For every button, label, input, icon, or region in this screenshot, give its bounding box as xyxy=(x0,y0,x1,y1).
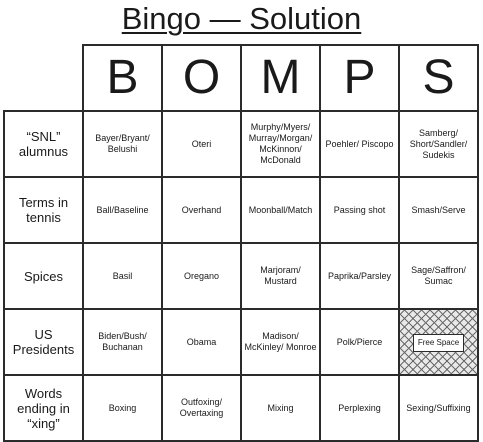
header-row xyxy=(4,45,478,111)
answer-cell: Passing shot xyxy=(320,177,399,243)
letter: O xyxy=(182,51,221,104)
row-terms-in-tennis xyxy=(4,177,478,243)
answer-cell: Sexing/Suffixing xyxy=(399,375,478,441)
answer-cell: Samberg/ Short/Sandler/ Sudekis xyxy=(399,111,478,177)
answer-cell: Smash/Serve xyxy=(399,177,478,243)
row-label: Words ending in “xing” xyxy=(4,375,83,441)
row-label: Spices xyxy=(4,243,83,309)
answer-cell: Murphy/Myers/ Murray/Morgan/ McKinnon/ McDonald xyxy=(241,111,320,177)
answer-cell: Poehler/ Piscopo xyxy=(320,111,399,177)
answer-cell: Boxing xyxy=(83,375,162,441)
letter: M xyxy=(260,51,301,104)
letter: S xyxy=(422,51,455,104)
answer-cell: Polk/Pierce xyxy=(320,309,399,375)
answer-cell: Basil xyxy=(83,243,162,309)
answer-cell: Bayer/Bryant/ Belushi xyxy=(83,111,162,177)
answer-cell: Overhand xyxy=(162,177,241,243)
answer-cell: Mixing xyxy=(241,375,320,441)
letter: B xyxy=(106,51,139,104)
letter: P xyxy=(343,51,376,104)
bingo-grid xyxy=(3,44,479,442)
column-letter-p xyxy=(320,45,399,111)
answer-cell: Paprika/Parsley xyxy=(320,243,399,309)
answer-cell: Ball/Baseline xyxy=(83,177,162,243)
column-letter-m xyxy=(241,45,320,111)
row-label: US Presidents xyxy=(4,309,83,375)
column-letter-o xyxy=(162,45,241,111)
row-us-presidents xyxy=(4,309,478,375)
page-title: Bingo — Solution xyxy=(121,1,362,36)
answer-cell: Biden/Bush/ Buchanan xyxy=(83,309,162,375)
free-space-label: Free Space xyxy=(413,334,464,352)
answer-cell: Sage/Saffron/ Sumac xyxy=(399,243,478,309)
answer-cell: Marjoram/ Mustard xyxy=(241,243,320,309)
answer-cell: Madison/ McKinley/ Monroe xyxy=(241,309,320,375)
row-label: Terms in tennis xyxy=(4,177,83,243)
row-snl-alumnus xyxy=(4,111,478,177)
column-letter-b xyxy=(83,45,162,111)
row-words-ending-in-xing xyxy=(4,375,478,441)
free-space-cell xyxy=(399,309,478,375)
corner-cell xyxy=(4,45,83,111)
answer-cell: Outfoxing/ Overtaxing xyxy=(162,375,241,441)
answer-cell: Moonball/Match xyxy=(241,177,320,243)
answer-cell: Oteri xyxy=(162,111,241,177)
row-label: “SNL” alumnus xyxy=(4,111,83,177)
answer-cell: Obama xyxy=(162,309,241,375)
answer-cell: Perplexing xyxy=(320,375,399,441)
answer-cell: Oregano xyxy=(162,243,241,309)
column-letter-s xyxy=(399,45,478,111)
row-spices xyxy=(4,243,478,309)
